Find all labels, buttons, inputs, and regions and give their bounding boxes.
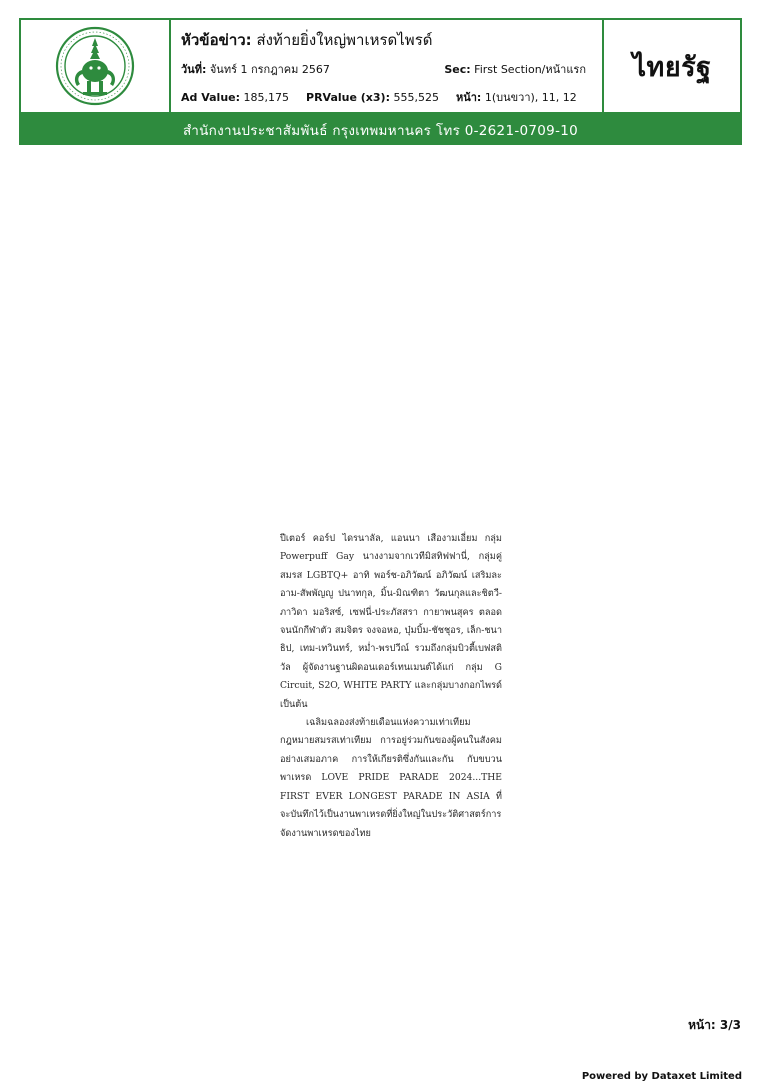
section-label: Sec: xyxy=(444,63,471,76)
ad-value-label: Ad Value: xyxy=(181,91,241,104)
article-body xyxy=(280,530,502,843)
contact-banner-text: สำนักงานประชาสัมพันธ์ กรุงเทพมหานคร โทร 0-2621-0709-10 xyxy=(182,122,579,139)
contact-banner xyxy=(19,114,742,145)
section-value: First Section/หน้าแรก xyxy=(474,63,586,76)
headline-row xyxy=(181,28,433,52)
bangkok-seal-icon xyxy=(55,26,135,106)
date-row xyxy=(181,60,586,78)
page-value: 1(บนขวา), 11, 12 xyxy=(484,91,577,104)
section-info xyxy=(444,60,586,78)
page-label: หน้า: xyxy=(455,91,482,104)
metadata-cell xyxy=(171,20,604,112)
date-label: วันที่: xyxy=(181,63,207,76)
clipping-header xyxy=(19,18,742,114)
date-value: จันทร์ 1 กรกฎาคม 2567 xyxy=(209,63,330,76)
brand-cell xyxy=(604,20,740,112)
headline-label: หัวข้อข่าว: xyxy=(181,31,252,49)
powered-by: Powered by Dataxet Limited xyxy=(581,1071,742,1082)
headline: ส่งท้ายยิ่งใหญ่พาเหรดไพรด์ xyxy=(256,31,433,49)
ad-value: 185,175 xyxy=(243,91,290,104)
article-paragraph: เฉลิมฉลองส่งท้ายเดือนแห่งความเท่าเทียม กฎหมายสมรสเท่าเทียม การอยู่ร่วมกันของผู้คนในสังคมอย่างเสมอภาค การให้เกียรติซึ่งกันและกัน กับขบวนพาเหรด LOVE PRIDE PARADE 2024...THE FIRST EVER LONGEST PARADE IN ASIA ที่จะบันทึกไว้เป็นงานพาเหรดที่ยิ่งใหญ่ในประวัติศาสตร์การจัดงานพาเหรดของไทย xyxy=(280,717,502,839)
value-row xyxy=(181,88,577,106)
pr-value: 555,525 xyxy=(393,91,439,104)
logo-cell xyxy=(21,20,171,112)
page-number: หน้า: 3/3 xyxy=(688,1018,741,1032)
newspaper-brand: ไทยรัฐ xyxy=(632,51,712,83)
pr-value-label: PRValue (x3): xyxy=(306,91,390,104)
article-paragraph: ปีเตอร์ คอร์ป ไดรนาลัล, แอนนา เสืองามเอี่ยม กลุ่ม Powerpuff Gay นางงามจากเวทีมิสทิฟฟานี่, กลุ่มคู่สมรส LGBTQ+ อาทิ พอร์ช-อภิวัฒน์ อภิวัฒน์ เสริมละอาม-สัพพัญญู ปนาทกุล, มิ้น-มิณฑิตา วัฒนกุลและชิตวี-ภาวิดา มอริสซ์, เซฟนี่-ประภัสสรา กายาพนสุคร ตลอดจนนักกีฬาตัว สมจิตร จงจอหอ, บุ๋มบิ้ม-ชัชชุอร, เล็ก-ชนาธิป, เทม-เทวินทร์, หม่ำ-พรปวีณ์ รวมถึงกลุ่มบิวตี้เบฟสติวัล ผู้จัดงานฐานผิดอนเดอร์เทนเมนต์ได้แก่ กลุ่ม G Circuit, S2O, WHITE PARTY และกลุ่มบางกอกไพรด์ เป็นต้น xyxy=(280,533,502,710)
